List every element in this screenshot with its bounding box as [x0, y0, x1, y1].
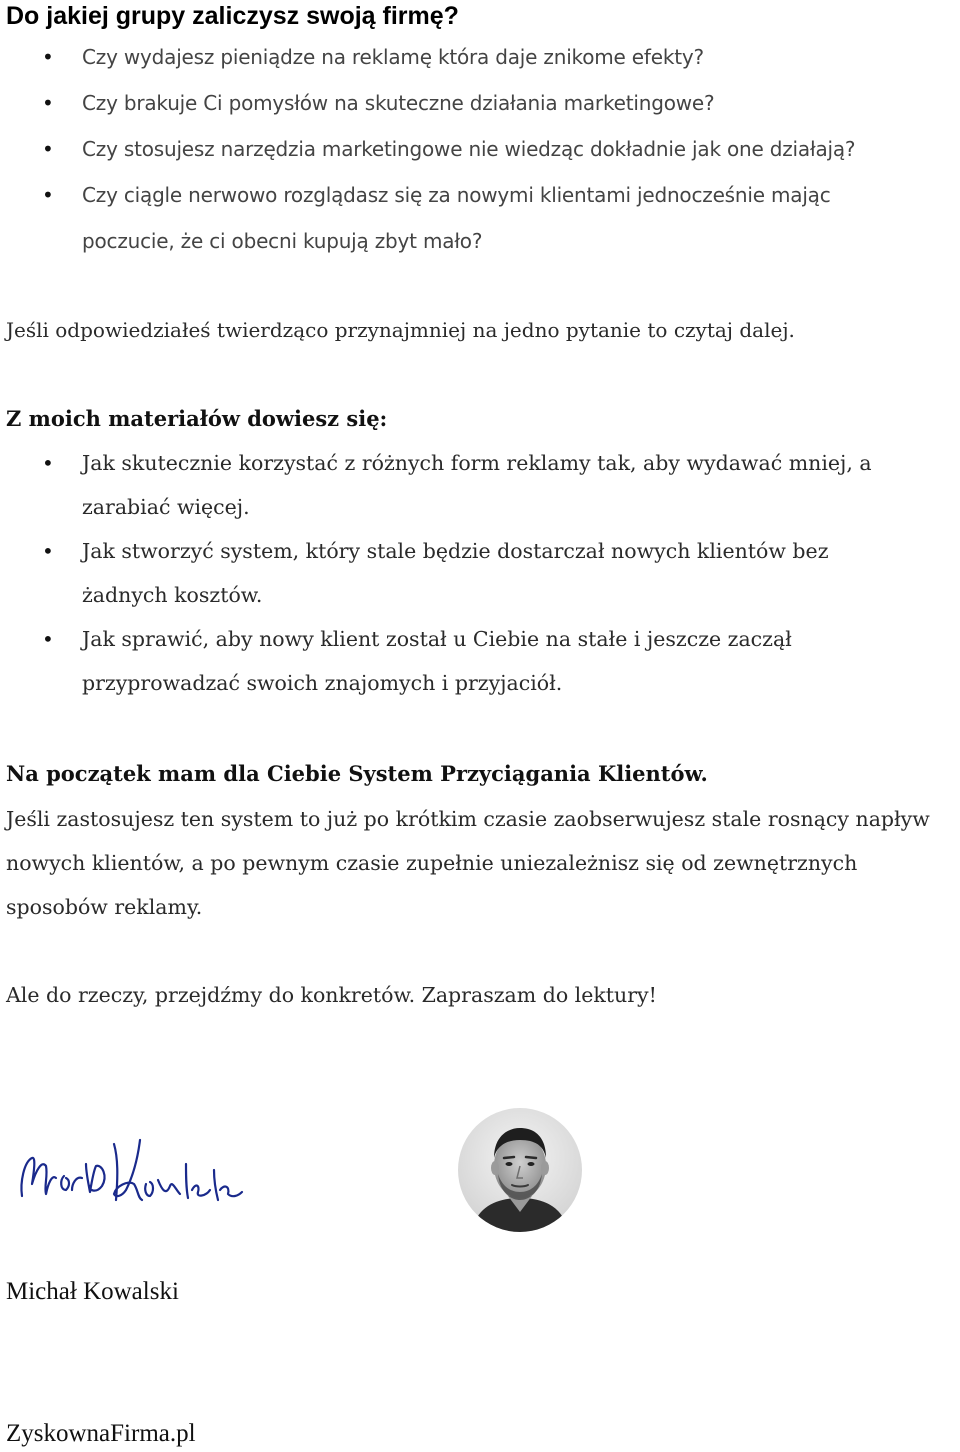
list-item: • Czy stosujesz narzędzia marketingowe nie wiedząc dokładnie jak one działają?: [0, 126, 942, 172]
bullet-icon: •: [42, 91, 54, 115]
list-item: • Jak stworzyć system, który stale będzie dostarczał nowych klientów bez żadnych kosztów.: [0, 529, 902, 617]
list-item: • Jak skutecznie korzystać z różnych form reklamy tak, aby wydawać mniej, a zarabiać więcej.: [0, 441, 942, 529]
author-avatar: [458, 1108, 582, 1232]
list-item: • Czy brakuje Ci pomysłów na skuteczne działania marketingowe?: [0, 80, 942, 126]
section1-heading: Do jakiej grupy zaliczysz swoją firmę?: [6, 2, 459, 30]
list-item: • Czy ciągle nerwowo rozglądasz się za nowymi klientami jednocześnie mając poczucie, że ci obecni kupują zbyt mało?: [0, 172, 922, 264]
bullet-icon: •: [42, 627, 54, 651]
bullet-icon: •: [42, 451, 54, 475]
bullet-icon: •: [42, 539, 54, 563]
section2-bullet-list: [0, 441, 960, 705]
section3-heading: Na początek mam dla Ciebie System Przyciągania Klientów.: [6, 761, 708, 786]
author-name: Michał Kowalski: [6, 1278, 179, 1305]
bullet-icon: •: [42, 45, 54, 69]
footer-website: ZyskownaFirma.pl: [6, 1420, 196, 1447]
list-item: • Czy wydajesz pieniądze na reklamę która daje znikome efekty?: [0, 34, 942, 80]
list-item: • Jak sprawić, aby nowy klient został u Ciebie na stałe i jeszcze zaczął przyprowadzać swoich znajomych i przyjaciół.: [0, 617, 882, 705]
intro-line: Jeśli odpowiedziałeś twierdząco przynajmniej na jedno pytanie to czytaj dalej.: [6, 318, 795, 342]
section2-heading: Z moich materiałów dowiesz się:: [6, 406, 388, 431]
bullet-icon: •: [42, 183, 54, 207]
handwritten-signature: [10, 1120, 250, 1220]
author-photo: [458, 1108, 582, 1232]
section3-paragraph: Jeśli zastosujesz ten system to już po krótkim czasie zaobserwujesz stale rosnący napływ nowych klientów, a po pewnym czasie zupełnie uniezależnisz się od zewnętrznych sposobów reklamy.: [6, 807, 930, 919]
section1-bullet-list: [0, 34, 960, 264]
bullet-icon: •: [42, 137, 54, 161]
closing-line: Ale do rzeczy, przejdźmy do konkretów. Zapraszam do lektury!: [6, 983, 657, 1007]
